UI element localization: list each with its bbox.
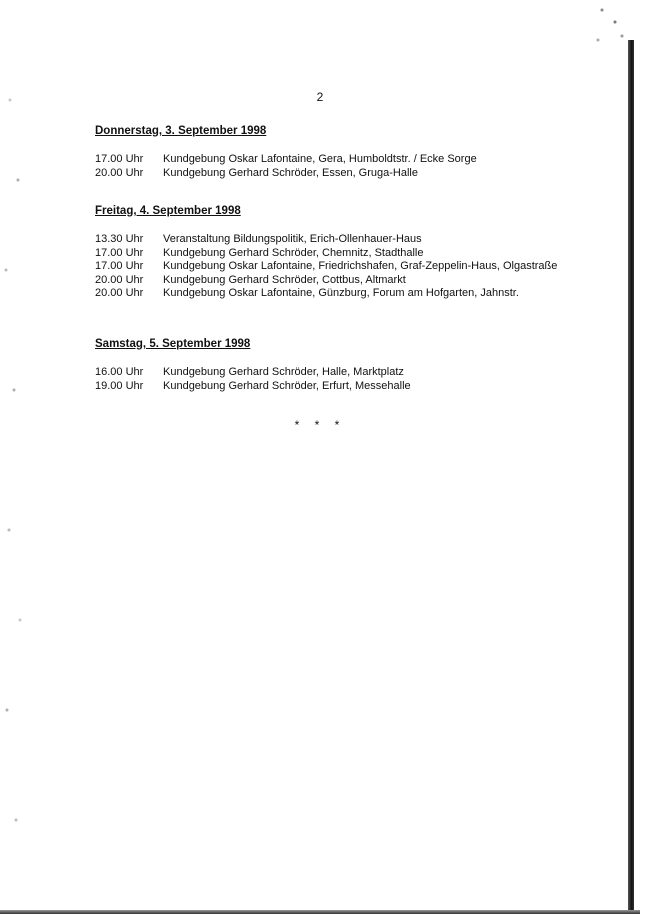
event-description: Veranstaltung Bildungspolitik, Erich-Ollenhauer-Haus: [163, 233, 422, 245]
scan-noise-left: [0, 60, 28, 900]
event-entry: [95, 247, 565, 261]
event-time: 20.00 Uhr: [95, 273, 144, 286]
event-entry: [95, 287, 565, 301]
event-entry: [95, 260, 565, 274]
event-time: 20.00 Uhr: [95, 166, 144, 179]
schedule-day-friday: [95, 205, 565, 301]
event-description: Kundgebung Gerhard Schröder, Halle, Marktplatz: [163, 366, 404, 378]
event-description: Kundgebung Gerhard Schröder, Essen, Gruga-Halle: [163, 166, 418, 179]
event-description: Kundgebung Oskar Lafontaine, Gera, Humboldtstr. / Ecke Sorge: [163, 153, 477, 165]
end-marker: * * *: [294, 418, 346, 432]
event-entry: [95, 366, 565, 380]
scan-margin-right: [634, 0, 660, 916]
event-entry: [95, 233, 565, 247]
event-entry: [95, 153, 565, 167]
scan-edge-bottom: [0, 910, 640, 914]
event-time: 20.00 Uhr: [95, 287, 144, 299]
event-description: Kundgebung Gerhard Schröder, Erfurt, Messehalle: [163, 379, 411, 392]
scan-noise-top-right: [590, 0, 630, 50]
day-heading: Samstag, 5. September 1998: [95, 338, 251, 350]
day-heading: Donnerstag, 3. September 1998: [95, 125, 267, 137]
event-description: Kundgebung Oskar Lafontaine, Günzburg, Forum am Hofgarten, Jahnstr.: [163, 287, 519, 299]
event-time: 17.00 Uhr: [95, 246, 144, 259]
event-list: [95, 366, 565, 393]
event-time: 17.00 Uhr: [95, 153, 144, 165]
page-number: 2: [316, 90, 324, 104]
event-description: Kundgebung Gerhard Schröder, Chemnitz, Stadthalle: [163, 246, 424, 259]
event-time: 13.30 Uhr: [95, 233, 144, 245]
event-list: [95, 153, 565, 180]
event-description: Kundgebung Oskar Lafontaine, Friedrichshafen, Graf-Zeppelin-Haus, Olgastraße: [163, 260, 558, 272]
event-description: Kundgebung Gerhard Schröder, Cottbus, Altmarkt: [163, 273, 406, 286]
event-list: [95, 233, 565, 301]
schedule-day-saturday: [95, 338, 565, 393]
day-heading: Freitag, 4. September 1998: [95, 205, 241, 217]
event-entry: [95, 274, 565, 288]
event-time: 17.00 Uhr: [95, 260, 144, 272]
event-time: 19.00 Uhr: [95, 379, 144, 392]
scan-edge-right: [628, 40, 634, 910]
event-entry: [95, 380, 565, 394]
schedule-day-thursday: [95, 125, 565, 180]
event-time: 16.00 Uhr: [95, 366, 144, 378]
event-entry: [95, 167, 565, 181]
